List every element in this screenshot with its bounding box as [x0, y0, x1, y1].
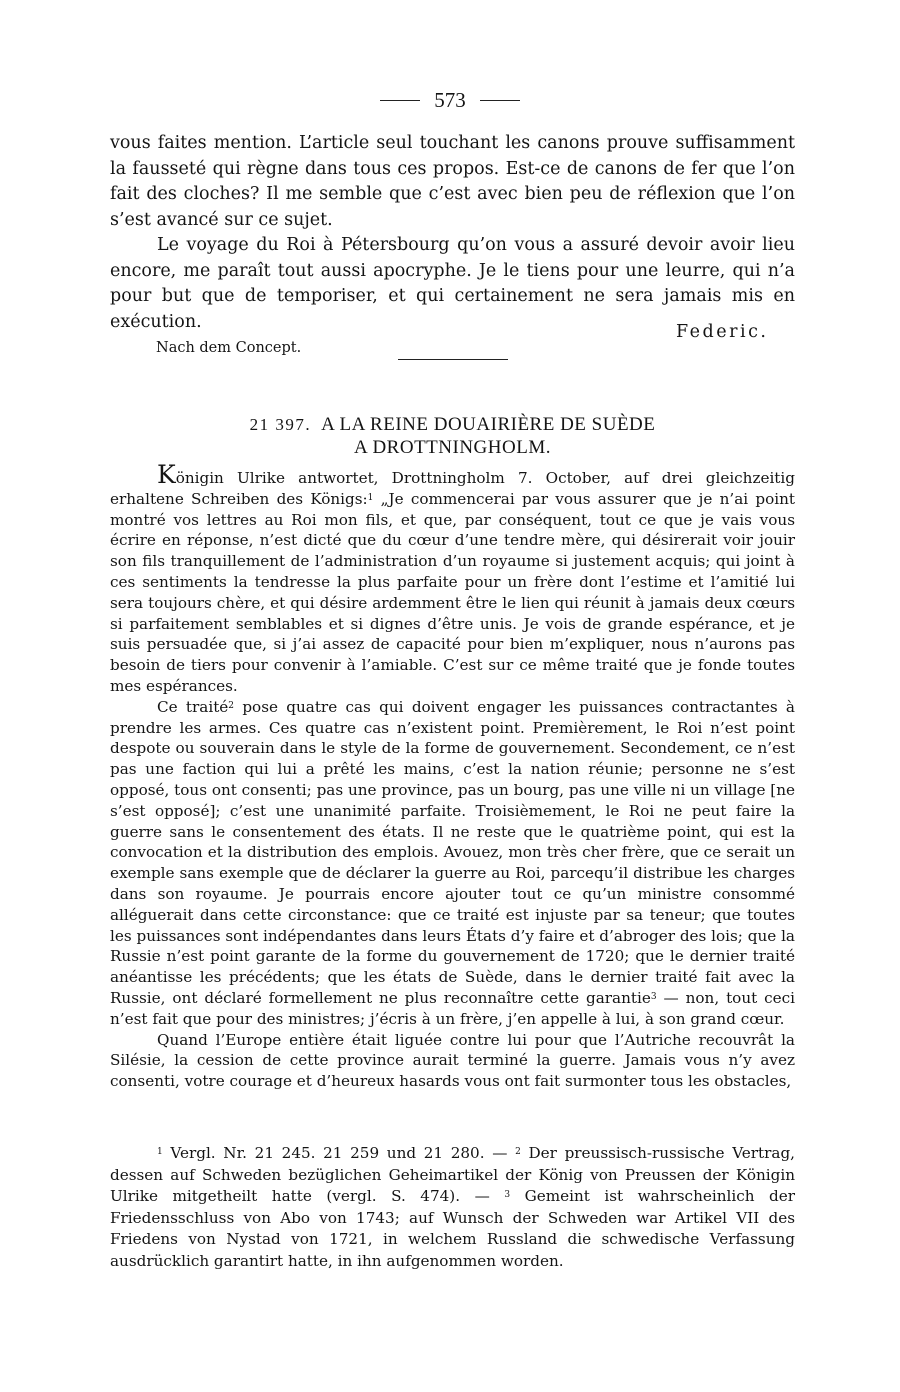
signature: Federic.	[676, 322, 769, 342]
source-note: Nach dem Concept.	[156, 340, 302, 356]
footnote-marker-2: 2	[515, 1147, 521, 1157]
page-number: 573	[434, 88, 466, 112]
letter-paragraph-1-b: „Je commencerai par vous assurer que je n’ai point montré vos lettres au Roi mon fils, et que, par conséquent, tout ce que je vais vous écrire en réponse, n’est dicté que du cœur d’une tendre mère, qui désirerait voir jouir son fils tranquillement de l’administration d’un royaume si justement acquis; qui joint à ces sentiments la tendresse la plus parfaite pour un frère dont l’estime et l’amitié lui sera toujours chère, et qui désire ardemment être le lien qui réunit à jamais deux cœurs si parfaitement semblables et si dignes d’être unis. Je vois de grande espérance, et je suis persuadée que, si j’ai assez de capacité pour bien m’expliquer, nous n’aurons pas besoin de tiers pour convenir à l’amiable. C’est sur ce même traité que je fonde toutes mes espérances.	[110, 489, 795, 695]
letter-paragraph-2	[110, 697, 795, 1030]
letter-paragraph-2-b: pose quatre cas qui doivent engager les puissances contractantes à prendre les armes. Ces quatre cas n’existent point. Premièrement, le Roi n’est point despote ou souverain dans le style de la forme de gouvernement. Secondement, ce n’est pas une faction qui lui a prêté les mains, c’est la nation réunie; personne ne s’est opposé, tous ont consenti; pas une province, pas un bourg, pas une ville ni un village [ne s’est opposé]; c’est une unanimité parfaite. Troisièmement, le Roi ne peut faire la guerre sans le consentement des états. Il ne reste que le quatrième point, qui est la convocation et la distribution des emplois. Avouez, mon très cher frère, que ce serait un exemple sans exemple que de déclarer la guerre au Roi, parcequ’il distribue les charges dans son royaume. Je pourrais encore ajouter tout ce qu’un ministre consommé alléguerait dans cette circonstance: que ce traité est injuste par sa teneur; que toutes les puissances sont indépendantes dans leurs États d’y faire et d’abroger des lois; que la Russie n’est point garante de la forme du gouvernement de 1720; que le dernier traité anéantisse les précédents; que les états de Suède, dans le dernier traité fait avec la Russie, ont déclaré formellement ne plus reconnaître cette garantie	[110, 697, 795, 1007]
footnote-text	[110, 1143, 795, 1273]
page-number-row	[0, 88, 900, 113]
section-separator	[398, 359, 508, 360]
footnotes	[110, 1143, 795, 1273]
drop-cap: K	[157, 460, 176, 489]
letter-heading	[110, 413, 795, 459]
footnote-ref-1[interactable]: 1	[367, 492, 374, 503]
letter-paragraph-2-a: Ce traité	[157, 697, 229, 716]
footnote-2: Der preussisch-russische Vertrag, dessen auf Schweden bezüglichen Geheimartikel der König von Preussen der Königin Ulrike mitgetheilt hatte (vergl. S. 474). —	[110, 1144, 795, 1206]
letter-number: 21 397.	[249, 415, 312, 434]
letter-paragraph-1	[110, 460, 795, 697]
footnote-marker-3: 3	[504, 1190, 511, 1201]
letter-body	[110, 460, 795, 1092]
page-number-rule-left	[380, 100, 420, 101]
letter-heading-title: A LA REINE DOUAIRIÈRE DE SUÈDE	[321, 414, 656, 435]
letter-paragraph-2-c: — non, tout ceci n’est fait que pour des ministres; j’écris à un frère, j’en appelle à lui, à son grand cœur.	[110, 988, 795, 1028]
paragraph-continuation: vous faites mention. L’article seul touchant les canons prouve suffisamment la fausseté qui règne dans tous ces propos. Est-ce de canons de fer que l’on fait des cloches? Il me semble que c’est avec bien peu de réflexion que l’on s’est avancé sur ce sujet.	[110, 133, 795, 230]
footnote-marker-1: 1	[157, 1147, 163, 1157]
letter-paragraph-1-a: önigin Ulrike antwortet, Drottningholm 7. October, auf drei gleichzeitig erhaltene Schreiben des Königs:	[110, 469, 795, 508]
footnote-ref-2[interactable]: 2	[228, 700, 235, 711]
letter-heading-line1	[110, 413, 795, 436]
footnote-1: Vergl. Nr. 21 245. 21 259 und 21 280. —	[162, 1144, 516, 1162]
letter-paragraph-3: Quand l’Europe entière était liguée contre lui pour que l’Autriche recouvrât la Silésie, la cession de cette province aurait terminé la guerre. Jamais vous n’y avez consenti, votre courage et d’heureux hasards vous ont fait surmonter tous les obstacles,	[110, 1030, 795, 1091]
footnote-ref-3[interactable]: 3	[650, 991, 657, 1002]
previous-letter-text	[110, 131, 795, 335]
page-number-rule-right	[480, 100, 520, 101]
letter-heading-line2: A DROTTNINGHOLM.	[354, 437, 551, 458]
paragraph-voyage: Le voyage du Roi à Pétersbourg qu’on vous a assuré devoir avoir lieu encore, me paraît tout aussi apocryphe. Je le tiens pour une leurre, qui n’a pour but que de temporiser, et qui certainement ne sera jamais mis en exécution.	[110, 235, 795, 332]
footnote-3: Gemeint ist wahrscheinlich der Friedensschluss von Abo von 1743; auf Wunsch der Schweden war Artikel VII des Friedens von Nystad von 1721, in welchem Russland die schwedische Verfassung ausdrücklich garantirt hatte, in ihn aufgenommen worden.	[110, 1187, 795, 1270]
